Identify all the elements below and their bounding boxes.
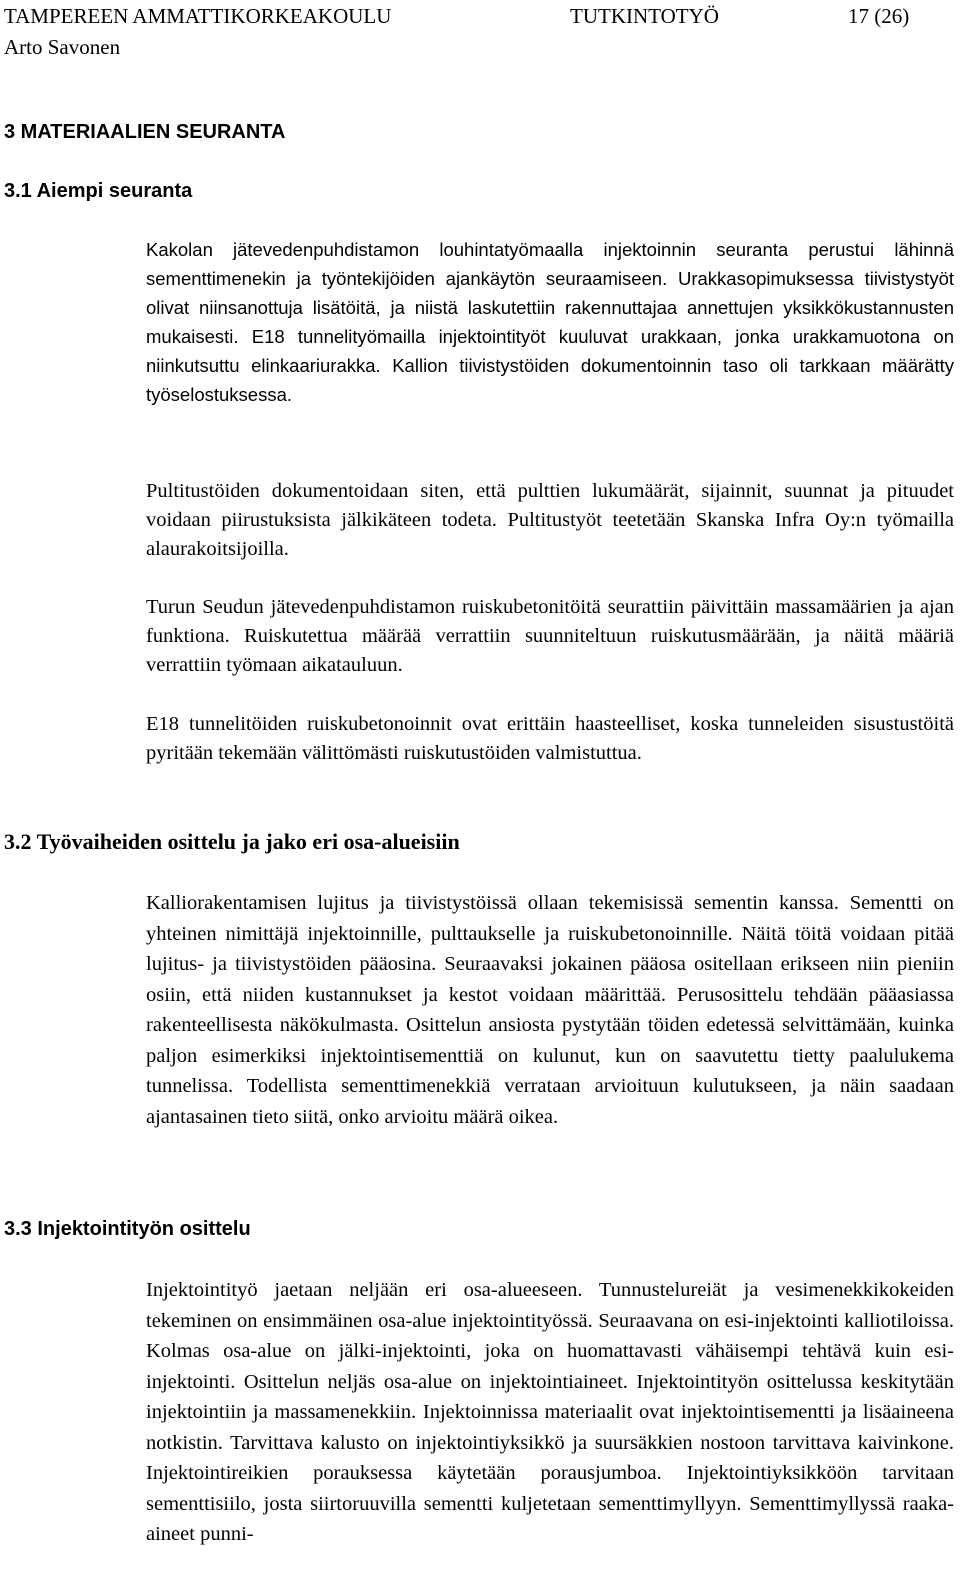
- section-3-1-heading: 3.1 Aiempi seuranta: [4, 180, 193, 202]
- institution-name: TAMPEREEN AMMATTIKORKEAKOULU: [4, 4, 392, 28]
- author-name: Arto Savonen: [4, 35, 121, 59]
- section-3-3-paragraph-1: Injektointityö jaetaan neljään eri osa-alueeseen. Tunnustelureiät ja vesimenekkikokeiden tekeminen on ensimmäinen osa-alue injektointityössä. Seuraavana on esi-injektointi kalliotiloissa. Kolmas osa-alue on jälki-injektointi, joka on huomattavasti vähäisempi tehtävä kuin esi-injektointi. Osittelun neljäs osa-alue on injektointiaineet. Injektointityön osittelussa keskitytään injektointiin ja massamenekkiin. Injektoinnissa materiaalit ovat injektointisementti ja lisäaineena notkistin. Tarvittava kalusto on injektointiyksikkö ja suursäkkien nostoon tarvittava kaivinkone. Injektointireikien porauksessa käytetään porausjumboa. Injektointiyksikköön tarvitaan sementtisiilo, josta siirtoruuvilla sementti kuljetetaan sementtimyllyyn. Sementtimyllyssä raaka-aineet punni-: [146, 1279, 954, 1545]
- section-3-1-paragraph-1: Kakolan jätevedenpuhdistamon louhintatyömaalla injektoinnin seuranta perustui lähinnä sementtimenekin ja työntekijöiden ajankäytön seuraamiseen. Urakkasopimuksessa tiivistystyöt olivat niinsanottuja lisätöitä, ja niistä laskutettiin rakennuttajaa annettujen yksikkökustannusten mukaisesti. E18 tunnelityömailla injektointityöt kuuluvat urakkaan, jonka urakkamuotona on niinkutsuttu elinkaariurakka. Kallion tiivistystöiden dokumentoinnin taso oli tarkkaan määrätty työselostuksessa.: [146, 239, 954, 405]
- section-3-2-heading: 3.2 Työvaiheiden osittelu ja jako eri osa-alueisiin: [4, 829, 460, 854]
- report-type: TUTKINTOTYÖ: [570, 4, 719, 28]
- section-3-3-heading: 3.3 Injektointityön osittelu: [4, 1218, 251, 1240]
- section-3-heading: 3 MATERIAALIEN SEURANTA: [4, 121, 286, 143]
- section-3-2-paragraph-1: Kalliorakentamisen lujitus ja tiivistystöissä ollaan tekemisissä sementin kanssa. Sementti on yhteinen nimittäjä injektoinnille, pulttaukselle ja ruiskubetonoinnille. Näitä töitä voidaan pitää lujitus- ja tiivistystöiden pääosina. Seuraavaksi jokainen pääosa ositellaan erikseen niin pieniin osiin, että niiden kustannukset ja kestot voidaan määrittää. Perusosittelu tehdään pääasiassa rakenteellisesta näkökulmasta. Osittelun ansiosta pystytään töiden edetessä selvittämään, kuinka paljon esimerkiksi injektointisementtiä on kulunut, kun on saavutettu tietty paalulukema tunnelissa. Todellista sementtimenekkiä verrataan arvioituun kulutukseen, ja näin saadaan ajantasainen tieto siitä, onko arvioitu määrä oikea.: [146, 892, 954, 1128]
- section-3-1-paragraph-4: E18 tunnelitöiden ruiskubetonoinnit ovat erittäin haasteelliset, koska tunneleiden sisustustöitä pyritään tekemään välittömästi ruiskutustöiden valmistuttua.: [146, 713, 954, 764]
- page-number: 17 (26): [848, 4, 910, 28]
- section-3-1-paragraph-3: Turun Seudun jätevedenpuhdistamon ruiskubetonitöitä seurattiin päivittäin massamäärien ja ajan funktiona. Ruiskutettua määrää verrattiin suunniteltuun ruiskutusmäärään, ja näitä määriä verrattiin työmaan aikatauluun.: [146, 596, 954, 676]
- section-3-1-paragraph-2: Pultitustöiden dokumentoidaan siten, että pulttien lukumäärät, sijainnit, suunnat ja pituudet voidaan piirustuksista jälkikäteen todeta. Pultitustyöt teetetään Skanska Infra Oy:n työmailla alaurakoitsijoilla.: [146, 480, 954, 560]
